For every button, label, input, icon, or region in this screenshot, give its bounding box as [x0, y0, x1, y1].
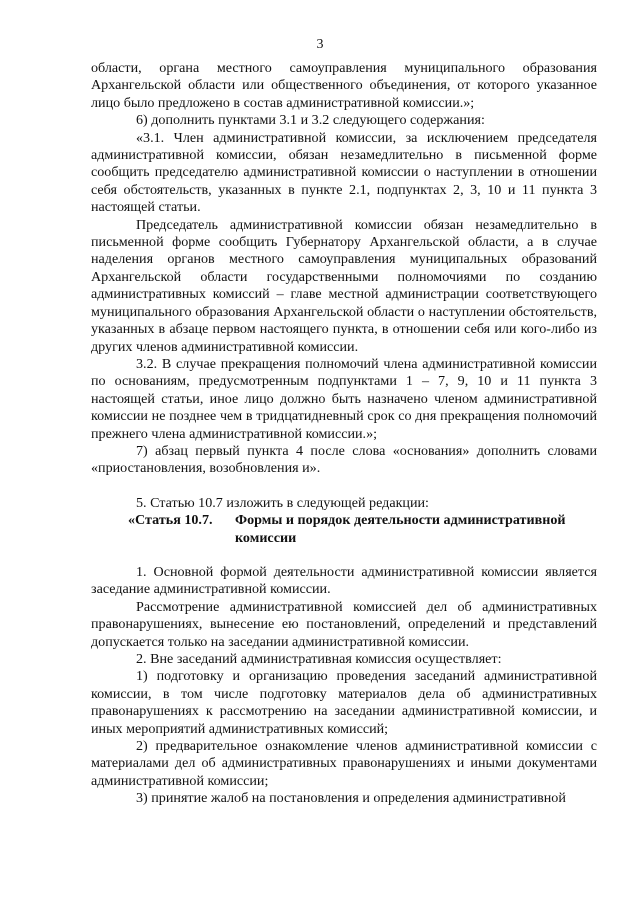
paragraph-point-3-2: 3.2. В случае прекращения полномочий члена административной комиссии по основаниям, предусмотренным подпунктами 1 – 7, 9, 10 и 11 пункта 3 настоящей статьи, иное лицо должно быть назначено членом административной комиссии не позднее чем в тридцатидневный срок со дня прекращения полномочий прежнего члена административной комиссии.»; [91, 355, 597, 442]
paragraph-subitem-2: 2) предварительное ознакомление членов административной комиссии с материалами дел об административных правонарушениях и иными документами административной комиссии; [91, 738, 597, 789]
paragraph-continuation: области, органа местного самоуправления муниципального образования Архангельской области или общественного объединения, от которого указанное лицо было предложено в состав административной комиссии.»; [91, 60, 597, 111]
document-body [91, 60, 597, 808]
article-title: Формы и порядок деятельности административной комиссии [235, 512, 566, 546]
paragraph-chairman-duty: Председатель административной комиссии обязан незамедлительно в письменной форме сообщить Губернатору Архангельской области, а в случае наделения органов местного самоуправления муниципальных образований Архангельской области государственными полномочиями по созданию административных комиссий – главе местной администрации соответствующего муниципального образования Архангельской области о наступлении обстоятельств, указанных в абзаце первом настоящего пункта, в отношении себя или кого-либо из других членов административной комиссии. [91, 216, 597, 355]
paragraph-item-7: 7) абзац первый пункта 4 после слова «основания» дополнить словами «приостановления, возобновления и». [91, 442, 597, 477]
paragraph-point-2: 2. Вне заседаний административная комиссия осуществляет: [136, 651, 502, 667]
paragraph-review: Рассмотрение административной комиссией дел об административных правонарушениях, вынесение ею постановлений, определений и представлений допускается только на заседании административной комиссии. [91, 598, 597, 650]
paragraph-point-3-1: «3.1. Член административной комиссии, за исключением председателя административной комиссии, обязан незамедлительно в письменной форме сообщить председателю административной комиссии о наступлении в отношении себя обстоятельств, указанных в пункте 2.1, подпунктах 2, 3, 10 и 11 пункта 3 настоящей статьи. [91, 129, 597, 216]
paragraph-subitem-3: 3) принятие жалоб на постановления и определения административной [136, 790, 566, 807]
spacer [91, 478, 597, 495]
paragraph-item-6: 6) дополнить пунктами 3.1 и 3.2 следующего содержания: [136, 112, 485, 129]
paragraph-point-1: 1. Основной формой деятельности административной комиссии является заседание административной комиссии. [91, 563, 597, 598]
page-number: 3 [316, 37, 324, 52]
spacer [91, 547, 597, 564]
article-heading [91, 512, 597, 547]
paragraph-subitem-1: 1) подготовку и организацию проведения заседаний административной комиссии, в том числе подготовку материалов дела об административных правонарушениях к рассмотрению на заседании административной комиссии, и иных мероприятий административных комиссий; [91, 668, 597, 737]
article-number: «Статья 10.7. [128, 512, 213, 529]
paragraph-item-5: 5. Статью 10.7 изложить в следующей редакции: [136, 494, 429, 511]
